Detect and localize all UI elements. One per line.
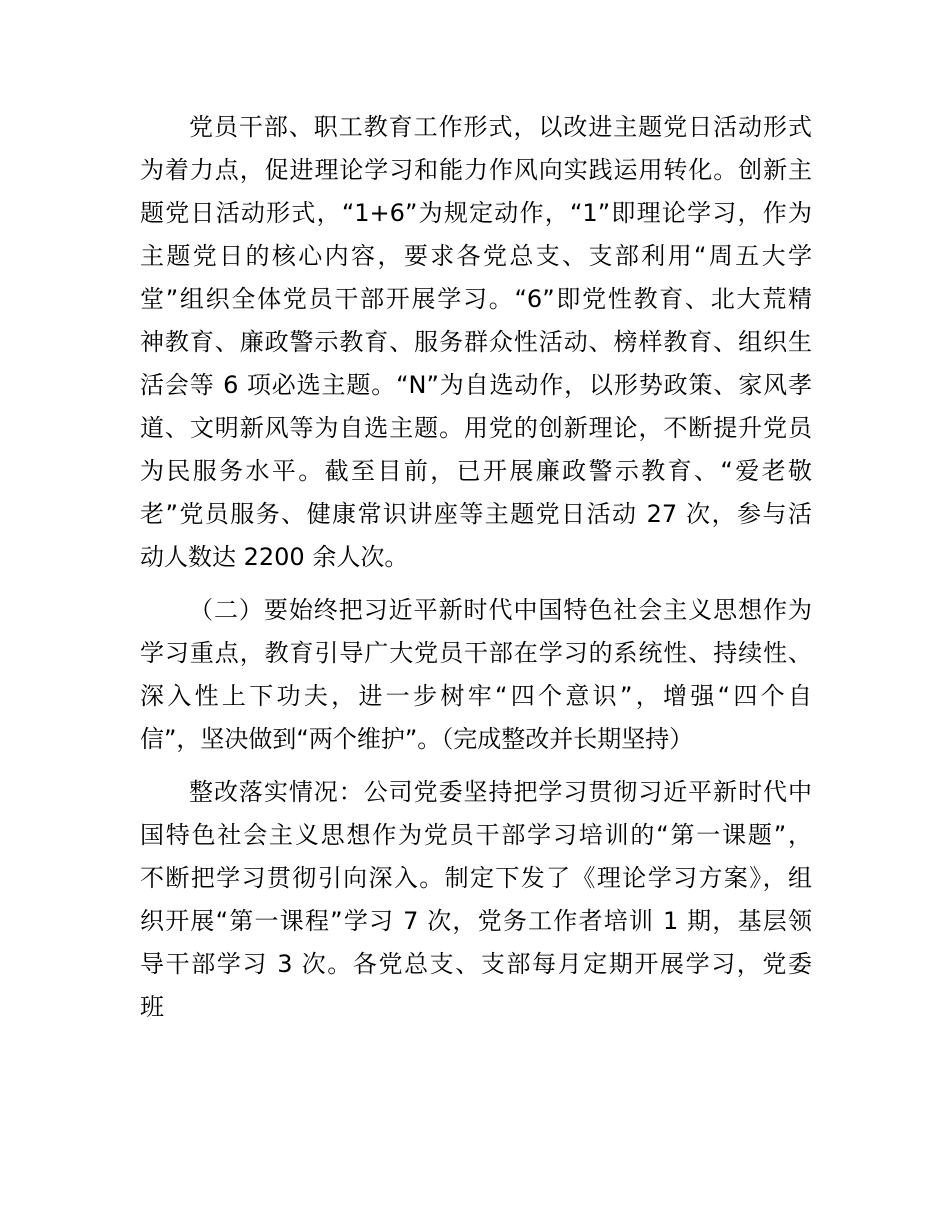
text-line: 为着力点，促进理论学习和能力作风向实践运用转化。创新主 — [140, 156, 812, 184]
text-line: 班 — [140, 993, 164, 1021]
section-heading-line: 深入性上下功夫，进一步树牢“四个意识”，增强“四个自 — [140, 682, 812, 710]
section-heading-line: （二）要始终把习近平新时代中国特色社会主义思想作为 — [189, 596, 812, 624]
text-line: 主题党日的核心内容，要求各党总支、支部利用“周五大学 — [140, 242, 812, 270]
text-line: 整改落实情况：公司党委坚持把学习贯彻习近平新时代中 — [189, 778, 812, 806]
section-heading-line: 学习重点，教育引导广大党员干部在学习的系统性、持续性、 — [140, 639, 812, 667]
text-line: 为民服务水平。截至目前，已开展廉政警示教育、“爱老敬 — [140, 457, 812, 485]
text-line: 党员干部、职工教育工作形式，以改进主题党日活动形式 — [189, 113, 812, 141]
text-line: 导干部学习 3 次。各党总支、支部每月定期开展学习，党委 — [140, 950, 812, 978]
text-line: 不断把学习贯彻引向深入。制定下发了《理论学习方案》，组 — [140, 864, 812, 892]
text-line: 题党日活动形式，“1+6”为规定动作，“1”即理论学习，作为 — [140, 199, 812, 227]
text-line: 道、文明新风等为自选主题。用党的创新理论，不断提升党员 — [140, 414, 812, 442]
text-line: 国特色社会主义思想作为党员干部学习培训的“第一课题”， — [140, 821, 812, 849]
text-line: 动人数达 2200 余人次。 — [140, 543, 409, 571]
section-heading-line: 信”，坚决做到“两个维护”。（完成整改并长期坚持） — [140, 725, 694, 753]
text-line: 老”党员服务、健康常识讲座等主题党日活动 27 次，参与活 — [140, 500, 812, 528]
text-line: 活会等 6 项必选主题。“N”为自选动作，以形势政策、家风孝 — [140, 371, 812, 399]
text-line: 堂”组织全体党员干部开展学习。“6”即党性教育、北大荒精 — [140, 285, 812, 313]
text-line: 神教育、廉政警示教育、服务群众性活动、榜样教育、组织生 — [140, 328, 812, 356]
text-line: 织开展“第一课程”学习 7 次，党务工作者培训 1 期，基层领 — [140, 907, 812, 935]
